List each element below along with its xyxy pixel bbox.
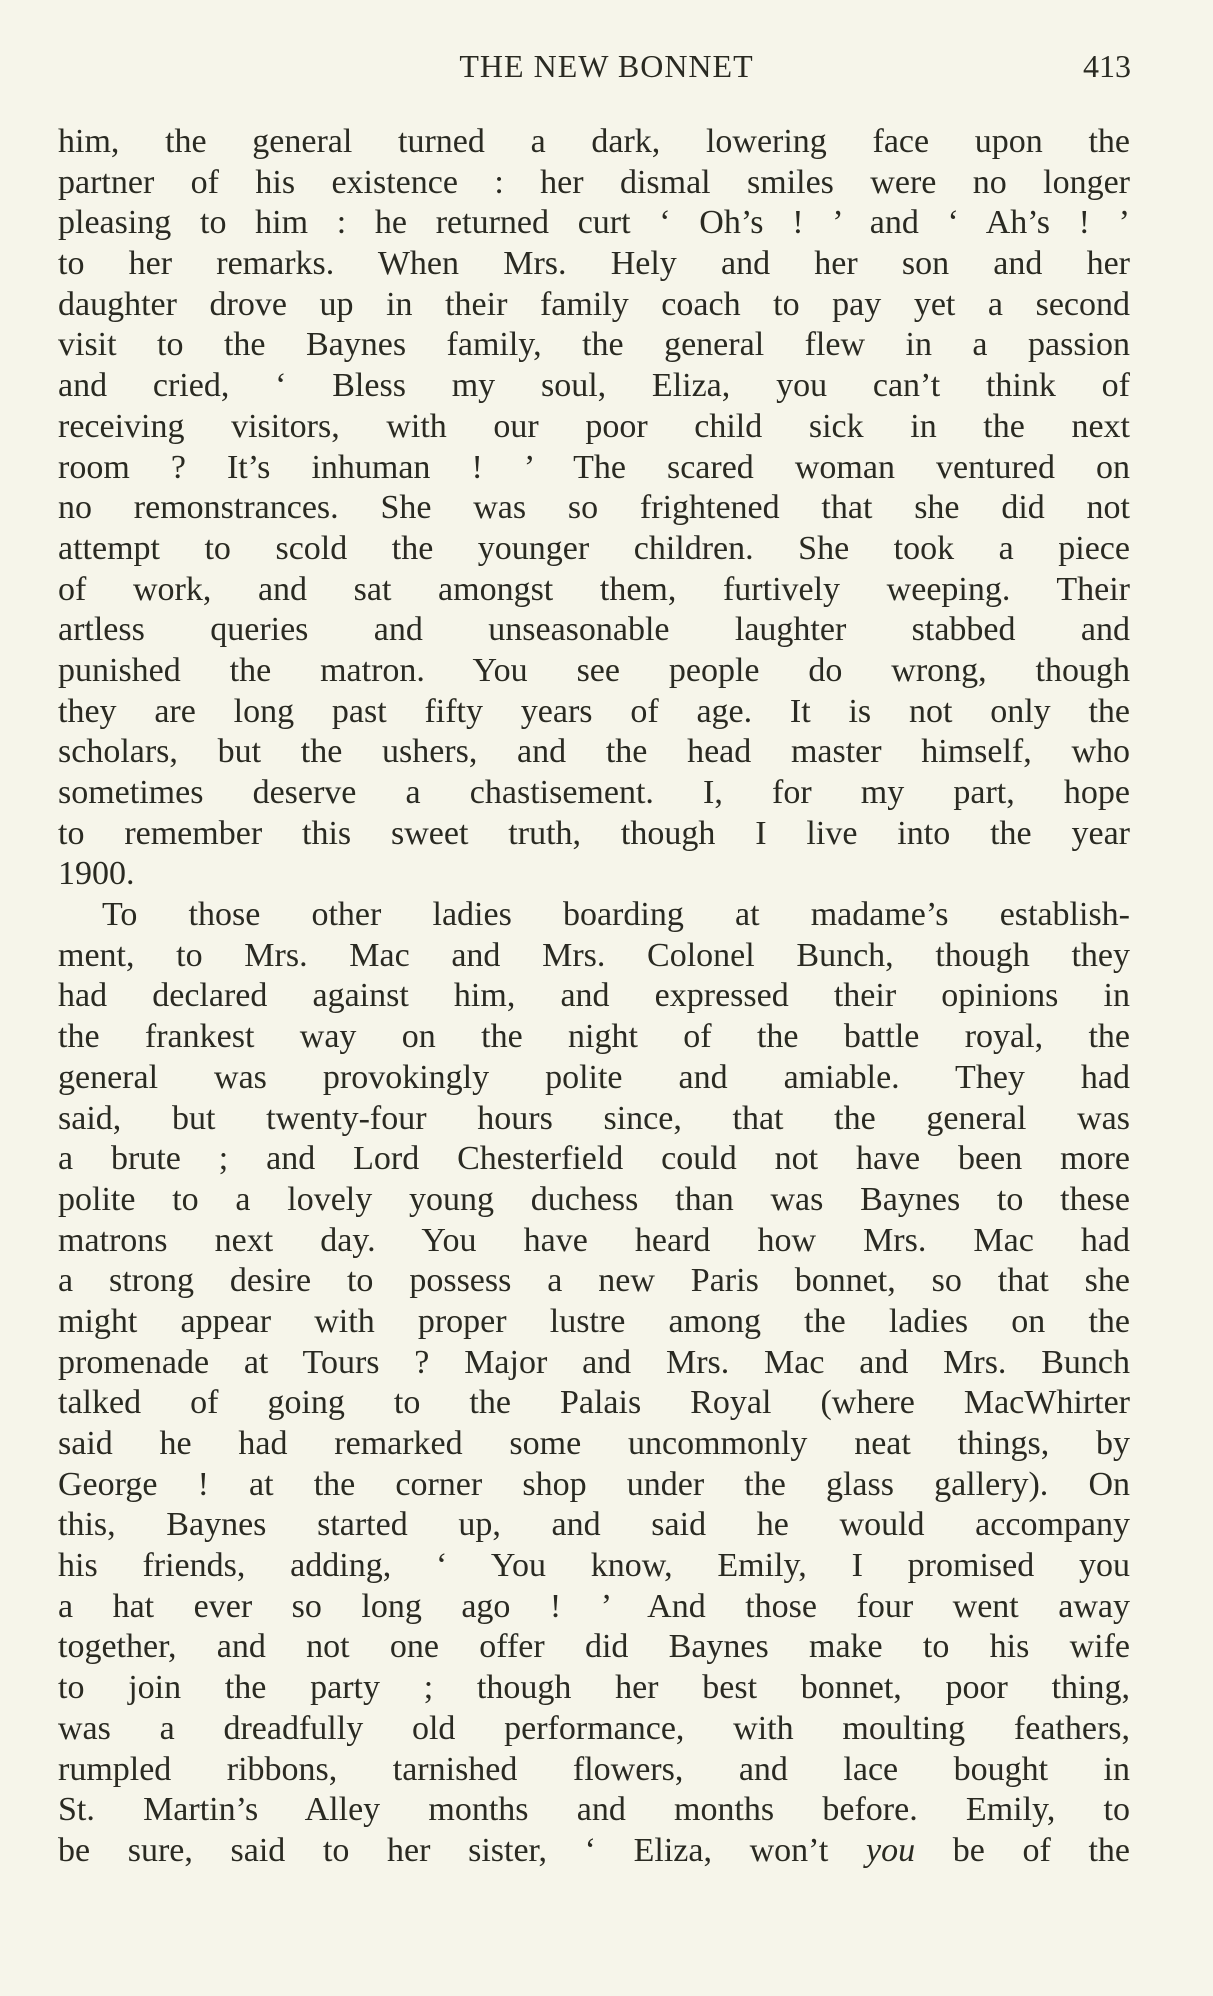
text-line: the frankest way on the night of the battle royal, the — [58, 1018, 1130, 1056]
text-line: him, the general turned a dark, lowering face upon the — [58, 123, 1130, 160]
text-line: to join the party ; though her best bonnet, poor thing, — [58, 1669, 1130, 1707]
final-line-end: be of the — [915, 1831, 1130, 1869]
text-line: talked of going to the Palais Royal (where MacWhirter — [58, 1384, 1130, 1422]
text-line: was a dreadfully old performance, with moulting feathers, — [58, 1709, 1130, 1747]
text-line: visit to the Baynes family, the general flew in a passion — [58, 326, 1130, 364]
text-line: said, but twenty-four hours since, that the general was — [58, 1099, 1130, 1137]
text-line: daughter drove up in their family coach to pay yet a second — [58, 285, 1130, 323]
text-line: no remonstrances. She was so frightened that she did not — [58, 489, 1130, 527]
paragraph-first-line: To those other ladies boarding at madame’s establish- — [102, 896, 1130, 934]
text-line: might appear with proper lustre among the ladies on the — [58, 1302, 1130, 1340]
text-line: polite to a lovely young duchess than was Baynes to these — [58, 1180, 1130, 1218]
text-line: to her remarks. When Mrs. Hely and her son and her — [58, 245, 1130, 283]
text-line: said he had remarked some uncommonly neat things, by — [58, 1425, 1130, 1462]
text-line: partner of his existence : her dismal smiles were no longer — [58, 163, 1130, 201]
text-line: to remember this sweet truth, though I live into the year — [58, 814, 1130, 852]
text-line: sometimes deserve a chastisement. I, for my part, hope — [58, 774, 1130, 811]
text-line: they are long past fifty years of age. It is not only the — [58, 692, 1130, 730]
text-line: scholars, but the ushers, and the head master himself, who — [58, 733, 1130, 771]
text-line: promenade at Tours ? Major and Mrs. Mac and Mrs. Bunch — [58, 1343, 1130, 1381]
text-line: ment, to Mrs. Mac and Mrs. Colonel Bunch, though they — [58, 936, 1130, 974]
italic-emphasis: you — [866, 1831, 916, 1869]
text-line: had declared against him, and expressed their opinions in — [58, 977, 1130, 1015]
running-head — [0, 44, 1213, 88]
text-line: St. Martin’s Alley months and months before. Emily, to — [58, 1791, 1130, 1829]
final-line-start: be sure, said to her sister, ‘ Eliza, won’t — [58, 1831, 866, 1869]
text-line: a brute ; and Lord Chesterfield could not have been more — [58, 1140, 1130, 1178]
text-line: George ! at the corner shop under the glass gallery). On — [58, 1465, 1130, 1503]
running-title: THE NEW BONNET — [459, 48, 754, 84]
text-line: artless queries and unseasonable laughter stabbed and — [58, 611, 1130, 649]
paragraph-end-line: 1900. — [58, 855, 135, 893]
text-line: room ? It’s inhuman ! ’ The scared woman ventured on — [58, 448, 1130, 486]
text-line: attempt to scold the younger children. She took a piece — [58, 529, 1130, 567]
text-line: pleasing to him : he returned curt ‘ Oh’s ! ’ and ‘ Ah’s ! ’ — [58, 204, 1130, 242]
text-line: of work, and sat amongst them, furtively weeping. Their — [58, 570, 1130, 608]
text-line: a hat ever so long ago ! ’ And those four went away — [58, 1587, 1130, 1625]
text-line: punished the matron. You see people do wrong, though — [58, 651, 1130, 689]
text-line: and cried, ‘ Bless my soul, Eliza, you can’t think of — [58, 367, 1130, 405]
text-line: rumpled ribbons, tarnished flowers, and lace bought in — [58, 1750, 1130, 1788]
text-line: general was provokingly polite and amiable. They had — [58, 1058, 1130, 1096]
text-line: receiving visitors, with our poor child sick in the next — [58, 407, 1130, 445]
body-text — [58, 122, 1130, 1872]
text-line: his friends, adding, ‘ You know, Emily, I promised you — [58, 1547, 1130, 1585]
text-line: matrons next day. You have heard how Mrs. Mac had — [58, 1221, 1130, 1259]
text-line: together, and not one offer did Baynes make to his wife — [58, 1628, 1130, 1666]
page-number: 413 — [1083, 48, 1131, 84]
final-text-line — [58, 1831, 1130, 1872]
text-line: this, Baynes started up, and said he would accompany — [58, 1506, 1130, 1544]
text-line: a strong desire to possess a new Paris bonnet, so that she — [58, 1262, 1130, 1300]
